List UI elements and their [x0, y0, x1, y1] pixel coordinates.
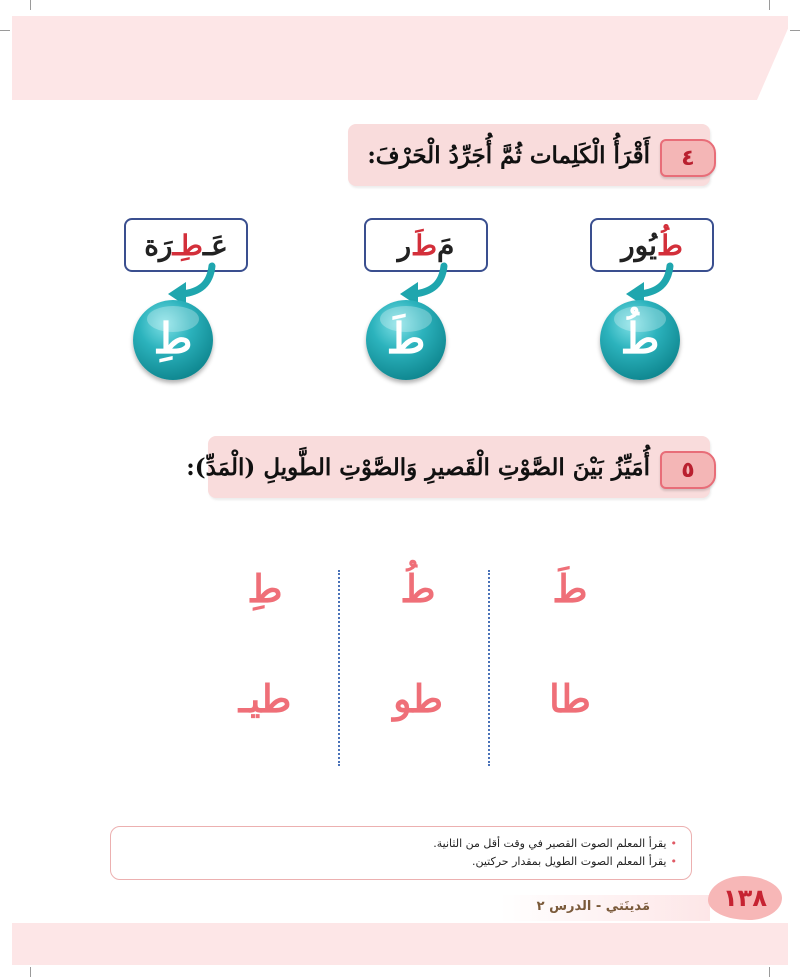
word-highlight: طُ	[656, 228, 683, 262]
short-sound-kasra: طِ	[247, 566, 283, 611]
column-divider	[488, 570, 490, 766]
short-sound-damma: طُ	[400, 566, 436, 611]
word-suffix: يُور	[621, 228, 657, 262]
teacher-note: •يقرأ المعلم الصوت القصير في وقت أقل من الثانية.	[433, 837, 677, 850]
word-highlight: طَ	[411, 228, 438, 262]
letter-ball-kasra	[133, 300, 213, 380]
section-5-instruction: أُمَيِّزُ بَيْنَ الصَّوْتِ الْقَصيرِ وَالصَّوْتِ الطَّويلِ (الْمَدِّ):	[186, 454, 650, 481]
crop-mark	[30, 967, 31, 977]
letter-ball-fatha	[366, 300, 446, 380]
word-prefix: مَ	[437, 228, 455, 262]
crop-mark	[769, 967, 770, 977]
crop-mark	[790, 30, 800, 31]
word-suffix: ر	[397, 228, 412, 262]
bottom-decorative-band	[12, 923, 788, 965]
short-sound-fatha: طَ	[552, 566, 588, 611]
long-sound-ya: طيـ	[238, 676, 292, 721]
crop-mark	[0, 30, 10, 31]
teacher-notes-box	[110, 826, 692, 880]
ball-letter: طُ	[620, 313, 660, 363]
word-highlight: طِـ	[172, 228, 203, 262]
page-number: ١٣٨	[708, 876, 782, 920]
section-5-number: ٥	[660, 451, 716, 489]
teacher-note-text: يقرأ المعلم الصوت القصير في وقت أقل من الثانية.	[433, 837, 667, 850]
section-4-number: ٤	[660, 139, 716, 177]
section-4-instruction: أَقْرَأُ الْكَلِمات ثُمَّ أُجَرِّدُ الْحَرْفَ:	[367, 142, 650, 169]
crop-mark	[30, 0, 31, 10]
column-divider	[338, 570, 340, 766]
word-prefix: عَـ	[202, 228, 228, 262]
ball-letter: طِ	[153, 313, 193, 363]
long-sound-alif: طا	[549, 676, 591, 721]
long-sound-waw: طو	[393, 676, 443, 721]
teacher-note-text: يقرأ المعلم الصوت الطويل بمقدار حركتين.	[471, 855, 667, 868]
teacher-note: •يقرأ المعلم الصوت الطويل بمقدار حركتين.	[471, 855, 677, 868]
top-decorative-band	[12, 16, 788, 100]
lesson-label: مَدينَتي - الدرس ٢	[536, 899, 650, 914]
crop-mark	[769, 0, 770, 10]
word-suffix: رَة	[144, 228, 173, 262]
ball-letter: طَ	[386, 313, 426, 363]
letter-ball-damma	[600, 300, 680, 380]
